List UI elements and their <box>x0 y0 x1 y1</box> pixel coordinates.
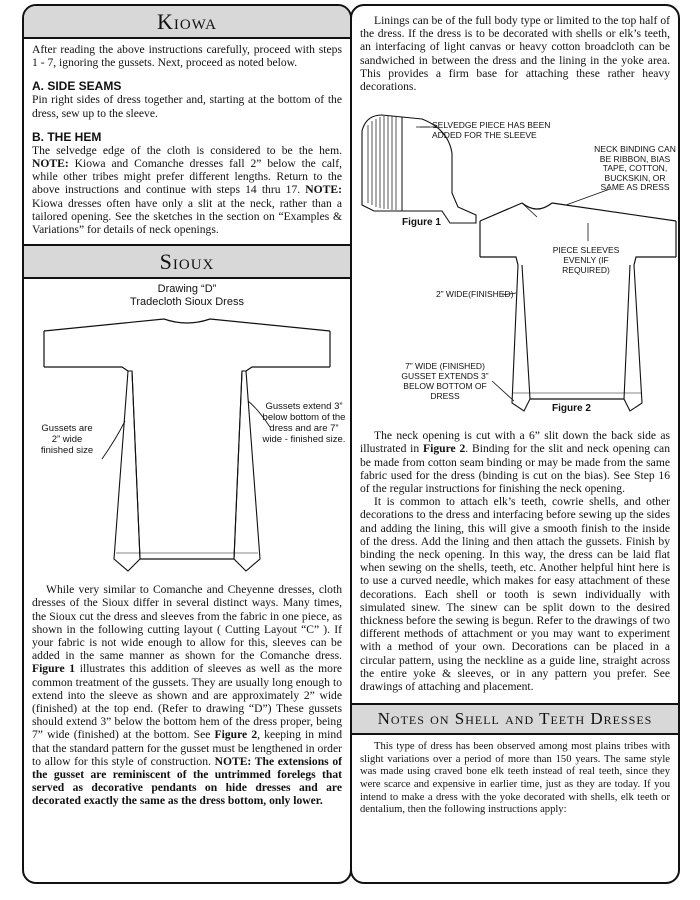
neck-p1b: . Binding for the slit and neck opening can be made from cotton seam binding or may be made from the same fabric used for the dress (binding is cut on the bias). See Step 16 of the regular instructions for finishing the neck opening. <box>360 442 671 496</box>
section-b-title: B. THE HEM <box>32 129 102 144</box>
drawing-d-title: Drawing “D” <box>157 283 217 296</box>
kiowa-title: Kiowa <box>156 9 218 34</box>
section-b-p3: Kiowa dresses often have only a slit at the neck, rather than a tailored opening. See the sketches in the section on “Examples & Variations” for details of neck openings. <box>32 196 342 237</box>
sioux-note: NOTE: The extensions of the gusset are reminiscent of the untrimmed forelegs that served as decorative pendants on hide dresses and are decorated exactly the same as the dress bottom, only lower. <box>32 754 342 808</box>
drawing-d-subtitle: Tradecloth Sioux Dress <box>130 296 244 309</box>
kiowa-header <box>24 6 350 39</box>
section-b-p2: Kiowa and Comanche dresses fall 2” below the calf, while other tribes might prefer different lengths. Return to the above instructions and continue with steps 14 thru 17. <box>32 157 342 197</box>
sioux-p2: illustrates this addition of sleeves as well as the more common treatment of the gussets. They are usually long enough to extend into the sleeve as shown and are approximately 2” wide (finished) at the top end. (Refer to drawing “D”) These gussets should extend 3” below the bottom hem of the dress proper, being 7” wide (finished) at the bottom. See <box>32 662 342 742</box>
section-b-note2: NOTE: <box>305 183 342 197</box>
sioux-p3: , keeping in mind that the standard pattern for the gusset must be lengthened in order to allow for this style of construction. <box>32 728 342 768</box>
section-b-p1: The selvedge edge of the cloth is considered to be the hem. <box>32 143 342 157</box>
kiowa-intro: After reading the above instructions carefully, proceed with steps 1 - 7, ignoring the gussets. Next, proceed as noted below. <box>32 43 342 70</box>
section-b-note1: NOTE: <box>32 157 69 171</box>
neck-p1a: The neck opening is cut with a 6” slit down the back side as illustrated in <box>360 429 670 456</box>
two-wide-label: 2” WIDE(FINISHED) <box>436 289 514 300</box>
selvedge-label: SELVEDGE PIECE HAS BEEN ADDED FOR THE SLEEVE <box>432 120 551 140</box>
figure-2-label: Figure 2 <box>552 403 591 415</box>
sioux-fig1-ref: Figure 1 <box>32 662 76 676</box>
sioux-body <box>24 583 350 807</box>
figure-1-label: Figure 1 <box>402 217 441 229</box>
neck-binding-label: NECK BINDING CAN BE RIBBON, BIAS TAPE, COTTON, BUCKSKIN, OR SAME AS DRESS <box>594 144 676 193</box>
neck-opening-text <box>352 429 678 495</box>
section-a-title: A. SIDE SEAMS <box>32 79 122 94</box>
drawing-d <box>24 283 350 579</box>
sioux-fig2-ref: Figure 2 <box>214 728 258 742</box>
sioux-title: Sioux <box>159 249 215 275</box>
decorations-text: It is common to attach elk’s teeth, cowrie shells, and other decorations to the dress and interfacing before sewing up the sides and adding the lining, this will give a smooth finish to the inside of the dress. Add the lining and then attach the gussets. Finish by binding the neck opening. In this way, the dress can be laid flat when sewing on the shells, teeth, etc. Another helpful hint here is to use a curved needle, which makes for easy attachment of these decorations. Each shell or tooth is sewn individually with simulated sinew. The sinew can be split down to the desired thickness before the sewing is begun. Refer to the drawings of two different methods of attachment or you may want to experiment with a method of your own. Decorations can be placed in a circular pattern, using the neckline as a guide line, straight across the entire yoke & sleeves, or in any pattern you prefer. See drawings of attaching and placement. <box>360 495 670 694</box>
gusset-right-label: Gussets extend 3” below bottom of the dress and are 7” wide - finished size. <box>262 401 346 446</box>
notes-text: This type of dress has been observed among most plains tribes with slight variations over a period of more than 150 years. The same style was made using craved bone elk teeth instead of real teeth, since they were scarce and expensive in earlier time, just as they are today. If you intend to make a dress with the yoke decorated with shells, elk teeth or dentalium, then the following instructions apply: <box>360 741 670 816</box>
neck-fig2-ref: Figure 2 <box>423 442 466 456</box>
notes-title: Notes on Shell and Teeth Dresses <box>377 709 653 729</box>
linings-text: Linings can be of the full body type or limited to the top half of the dress. If the dress is to be decorated with shells or elk’s teeth, an interfacing of light canvas or heavy cotton broadcloth can be sandwiched in between the dress and the lining in the yoke area. This provides a firm base for attaching these rather heavy decorations. <box>360 14 670 94</box>
section-b-text <box>24 144 350 236</box>
right-column <box>350 4 680 884</box>
gusset-left-label: Gussets are 2” wide finished size <box>40 423 94 457</box>
figures-1-2 <box>352 93 678 419</box>
seven-wide-label: 7” WIDE (FINISHED) GUSSET EXTENDS 3” BELOW BOTTOM OF DRESS <box>401 361 489 402</box>
left-column <box>22 4 352 884</box>
notes-header <box>352 703 678 735</box>
section-a-text: Pin right sides of dress together and, starting at the bottom of the dress, sew up to the sleeve. <box>32 93 342 120</box>
sioux-p1: While very similar to Comanche and Cheyenne dresses, cloth dresses of the Sioux differ in several distinct ways. Many times, the Sioux cut the dress and sleeves from the fabric in one piece, as shown in the following cutting layout ( Cutting Layout “C” ). If your fabric is not wide enough to allow for this, sleeves can be added in the same manner as shown for the Comanche dress. <box>32 583 342 663</box>
piece-sleeves-label: PIECE SLEEVES EVENLY (IF REQUIRED) <box>552 245 620 276</box>
sioux-header <box>24 244 350 279</box>
